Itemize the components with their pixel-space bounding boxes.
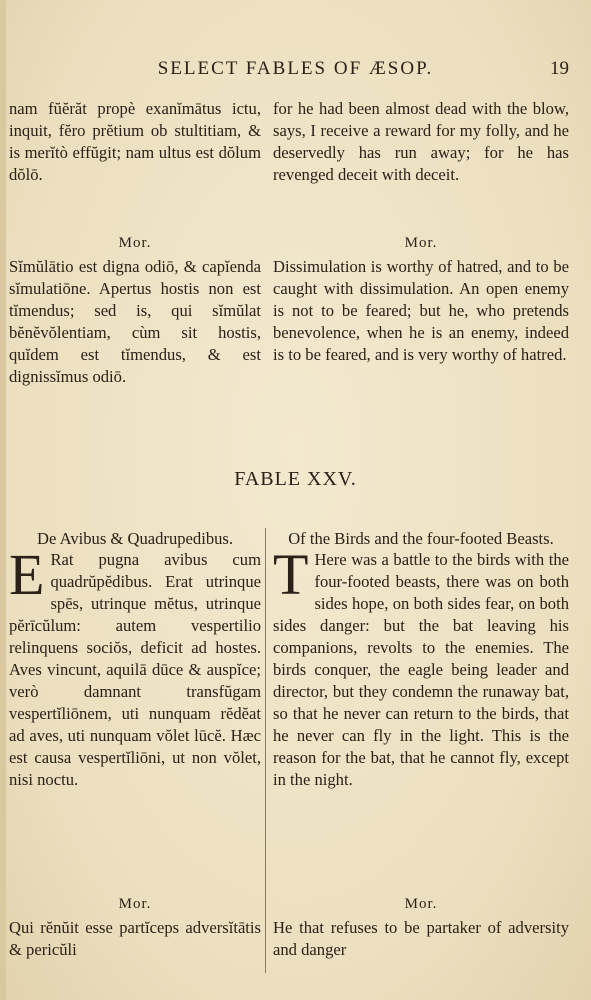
moral-label: Mor. [118,896,152,912]
english-drop-cap: T [273,542,309,607]
running-title: SELECT FABLES OF ÆSOP. [157,58,434,79]
english-moral-1 [273,232,569,366]
fable-title: FABLE XXV. [234,468,357,490]
english-moral-text: Dissimulation is worthy of hatred, and to be caught with dissimulation. An open enemy is not to be feared; but he, who pretends benevolence, when he is an enemy, indeed is to be feared, and is very worthy of hatred. [273,257,569,364]
english-paragraph-1: for he had been almost dead with the blow, says, I receive a reward for my folly, and he deservedly has run away; for he has revenged deceit with deceit. [273,99,569,184]
moral-label: Mor. [404,896,438,912]
latin-fable-text: Rat pugna avibus cum quadrŭpĕdibus. Erat utrinque spēs, utrinque mĕtus, utrinque pĕrīcŭlum: autem vespertilio relinquens sociŏs, deficit ad hostes. Aves vincunt, aquilā dūce & auspĭce; verò damnant transfŭgam vespertĭliōnem, uti nunquam rĕdĕat ad aves, uti nunquam vŏlet lūcĕ. Hæc est causa vespertĭliōni, ut non vŏlet, nisi noctu. [9,550,261,789]
moral-label: Mor. [118,235,152,251]
latin-fable-title: De Avibus & Quadrupedibus. [36,529,234,548]
english-moral-text: He that refuses to be partaker of adversity and danger [273,918,569,959]
english-moral-2 [273,893,569,961]
latin-moral-2 [9,893,261,961]
page-number: 19 [550,58,569,79]
english-fable [273,528,569,791]
latin-moral-text: Sĭmŭlātio est digna odiō, & capĭenda sĭmulatiōne. Apertus hostis non est tĭmendus; sed is, qui sĭmŭlat bĕnĕvŏlentiam, cùm sit hostis, quĭdem est tĭmendus, & est dignissĭmus odiō. [9,257,261,386]
column-divider [265,528,266,973]
page-edge [0,0,6,1000]
english-fable-title: Of the Birds and the four-footed Beasts. [288,529,554,548]
latin-fable [9,528,261,791]
running-header [0,56,591,86]
moral-label: Mor. [404,235,438,251]
latin-moral-1 [9,232,261,388]
latin-drop-cap: E [9,542,45,607]
latin-paragraph-1: nam fŭĕrăt propè exanĭmātus ictu, inquit, fĕro prĕtium ob stultitiam, & is merĭtò effŭgit; nam ultus est dŏlum dŏlō. [9,99,261,184]
english-fable-text: Here was a battle to the birds with the four-footed beasts, there was on both sides hope, on both sides fear, on both sides danger: but the bat leaving his companions, revolts to the enemies. The birds conquer, the eagle being leader and director, but they condemn the runaway bat, so that he never can return to the birds, that he never can fly in the light. This is the reason for the bat, that he cannot fly, except in the night. [273,550,569,789]
latin-moral-text: Qui rĕnŭit esse partĭceps adversĭtātis & pericŭli [9,918,261,959]
